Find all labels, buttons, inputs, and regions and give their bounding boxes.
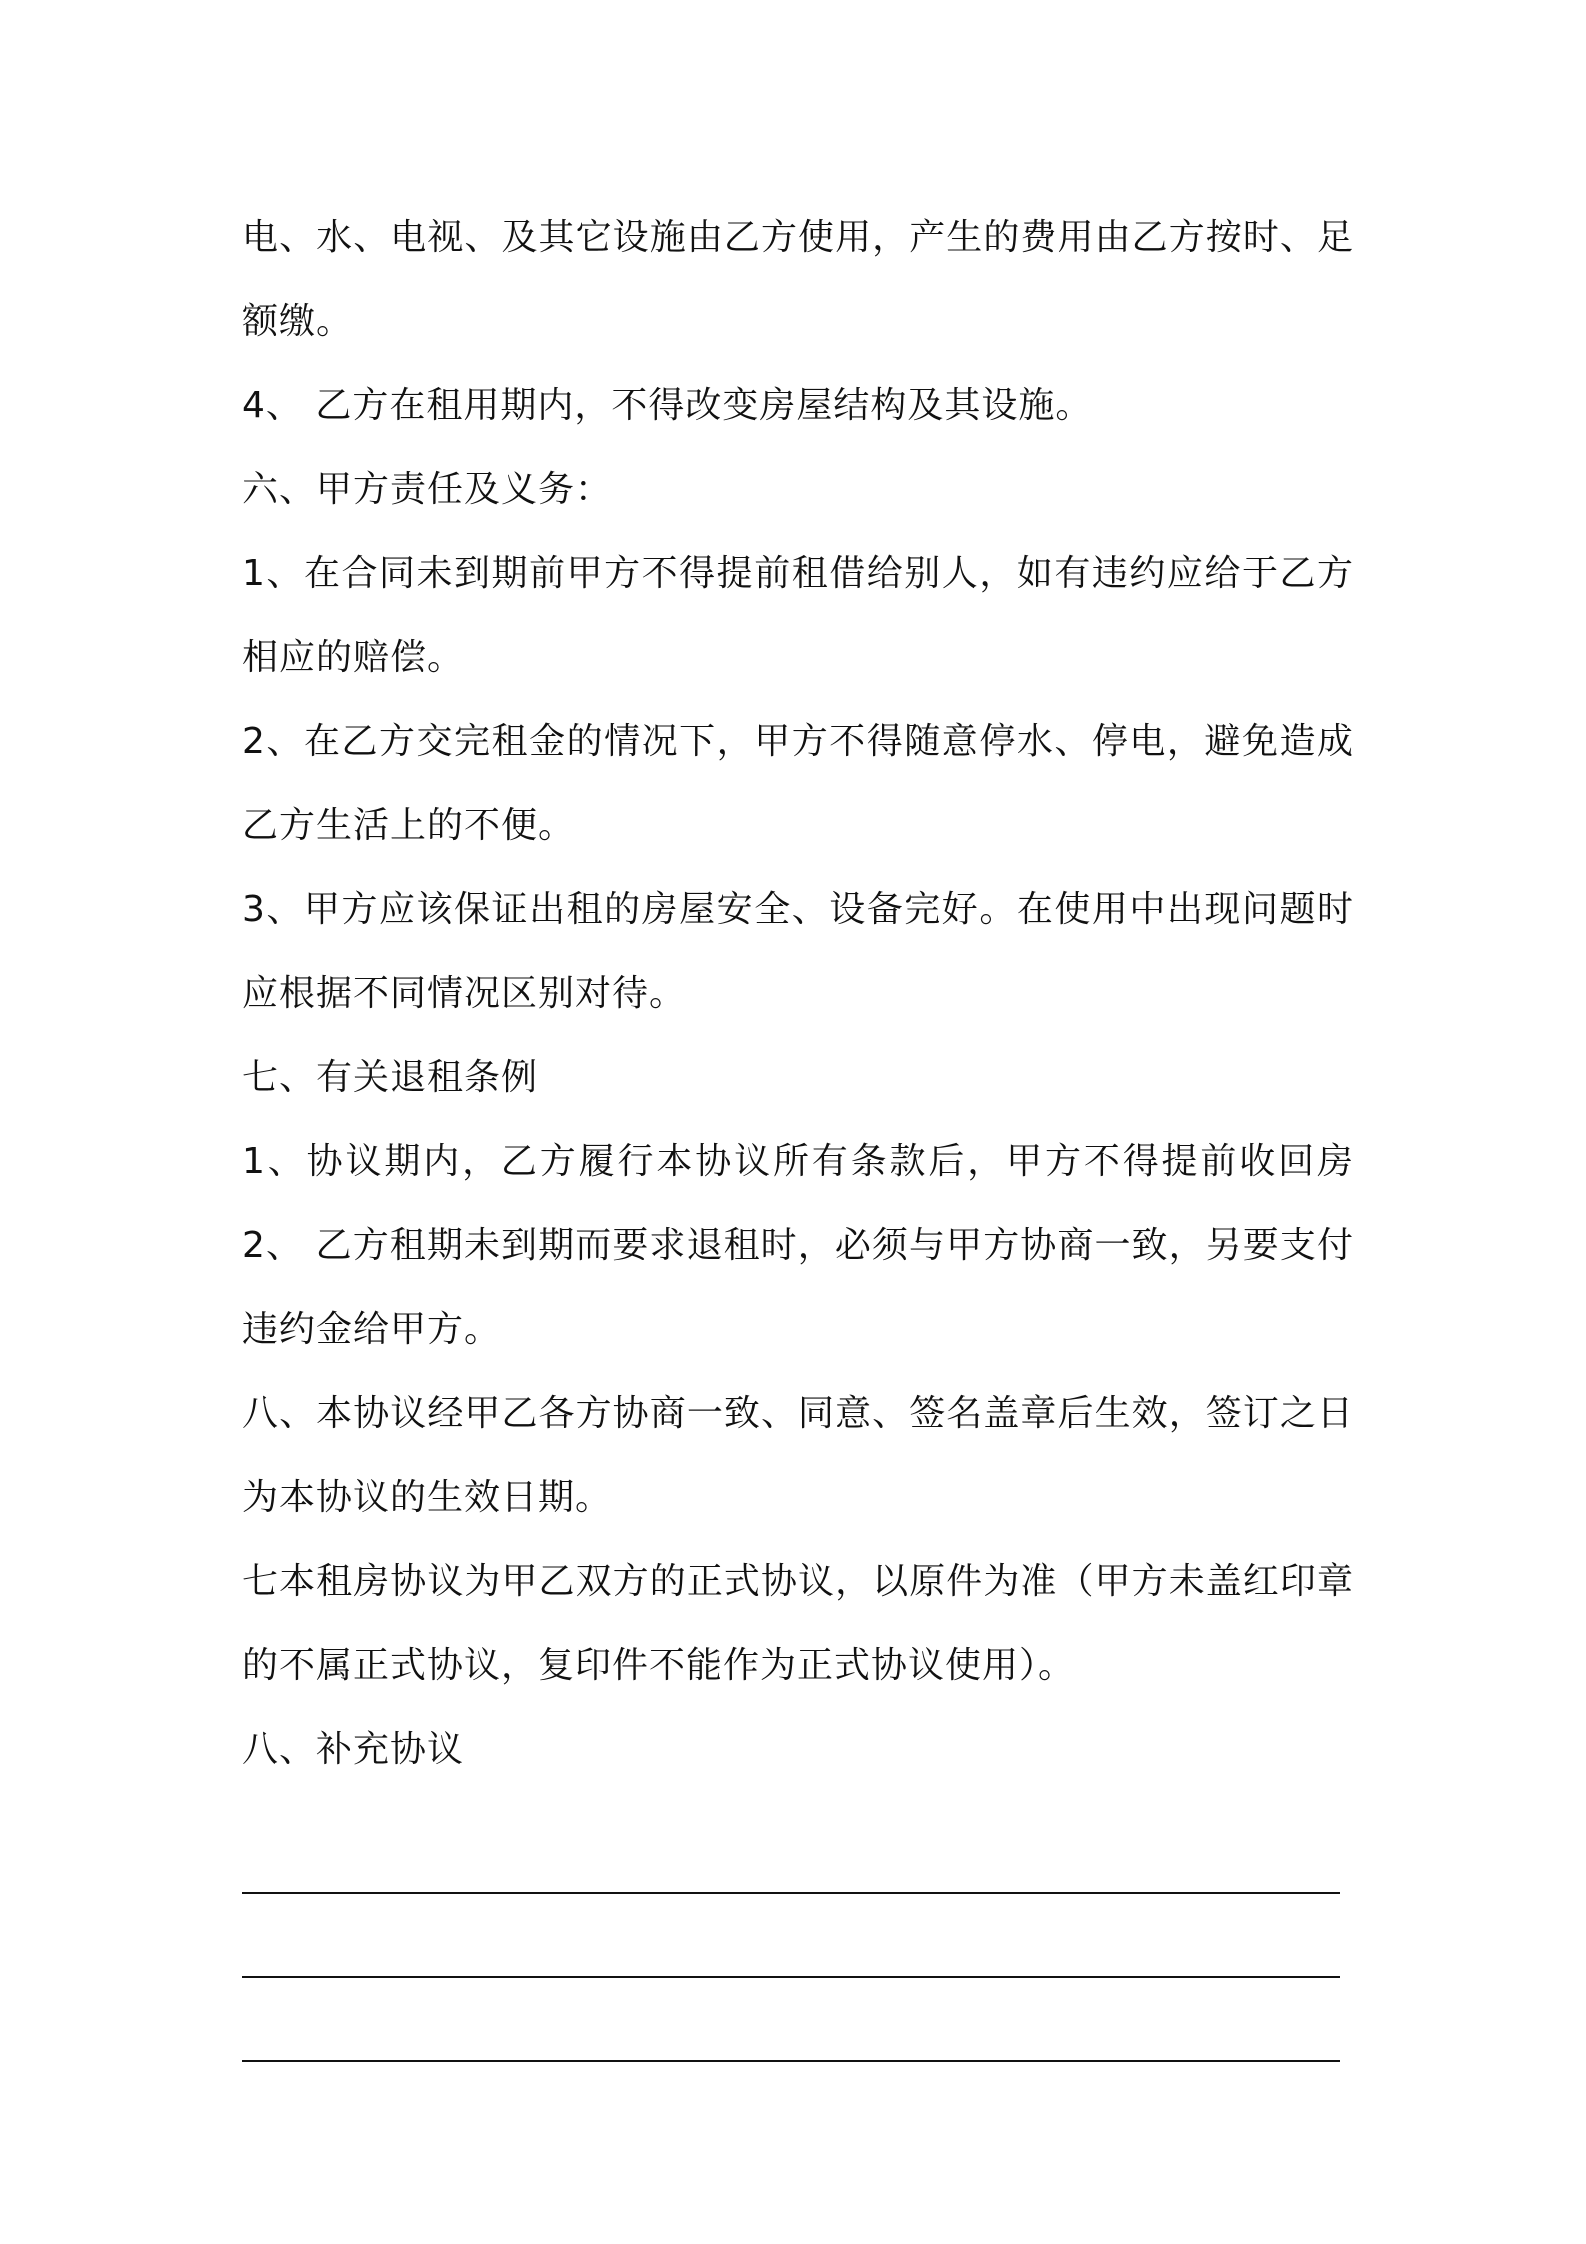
text-line-18: 的不属正式协议，复印件不能作为正式协议使用）。 (242, 1645, 1076, 1686)
blank-fill-line-3[interactable] (242, 2000, 1354, 2084)
text-line-1: 电、水、电视、及其它设施由乙方使用，产生的费用由乙方按时、足 (242, 217, 1354, 258)
text-line-12: 1、协议期内，乙方履行本协议所有条款后，甲方不得提前收回房 (242, 1141, 1354, 1182)
text-line-3: 4、 乙方在租用期内，不得改变房屋结构及其设施。 (242, 385, 1093, 426)
text-line-13: 2、 乙方租期未到期而要求退租时，必须与甲方协商一致，另要支付 (242, 1225, 1354, 1266)
section-heading-6: 六、甲方责任及义务： (242, 469, 613, 510)
text-line-14: 违约金给甲方。 (242, 1309, 502, 1350)
document-body (242, 196, 1354, 2084)
text-line-17: 七本租房协议为甲乙双方的正式协议，以原件为准（甲方未盖红印章 (242, 1561, 1354, 1602)
text-line-6: 相应的赔偿。 (242, 637, 465, 678)
text-line-2: 额缴。 (242, 301, 354, 342)
blank-fill-line-1[interactable] (242, 1832, 1354, 1916)
text-line-16: 为本协议的生效日期。 (242, 1477, 613, 1518)
text-line-15: 八、本协议经甲乙各方协商一致、同意、签名盖章后生效，签订之日 (242, 1393, 1354, 1434)
text-line-7: 2、在乙方交完租金的情况下，甲方不得随意停水、停电，避免造成 (242, 721, 1354, 762)
text-line-9: 3、甲方应该保证出租的房屋安全、设备完好。在使用中出现问题时 (242, 889, 1354, 930)
blank-fill-line-2[interactable] (242, 1916, 1354, 2000)
section-heading-7: 七、有关退租条例 (242, 1057, 539, 1098)
text-line-10: 应根据不同情况区别对待。 (242, 973, 687, 1014)
text-line-5: 1、在合同未到期前甲方不得提前租借给别人，如有违约应给于乙方 (242, 553, 1354, 594)
text-line-8: 乙方生活上的不便。 (242, 805, 576, 846)
supplement-blank-lines (242, 1832, 1354, 2084)
section-heading-8-supplement: 八、补充协议 (242, 1729, 465, 1770)
